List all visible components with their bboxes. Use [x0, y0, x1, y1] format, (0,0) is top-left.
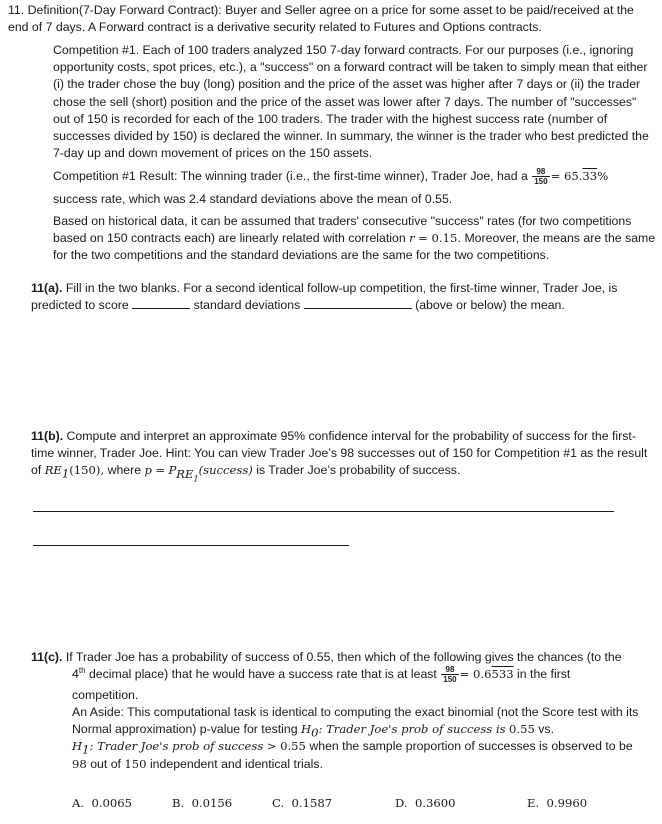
option-d[interactable]: D. 0.3600 [395, 796, 456, 810]
q11b-answer-line-2[interactable] [33, 545, 349, 546]
q11a-label: 11(a). [31, 281, 63, 295]
option-b[interactable]: B. 0.0156 [172, 796, 233, 810]
q11c-line2: 4th decimal place) that he would have a success rate that is at least $\frac{98}{150}$ = 0.6533 in the first [72, 665, 571, 685]
q11c-line1: 11(c). If Trader Joe has a probability of success of 0.55, then which of the following gives the chances (to the [31, 650, 622, 664]
q11a-blank-2[interactable] [304, 297, 412, 309]
q11c-aside: An Aside: This computational task is identical to computing the exact binomial (not the Score test with its Normal approximation) p-value for testing $H_0$: Trader Joe's prob of success is 0.55 vs. $H_1$: Trader Joe's prob of success > 0.55 when the sample proportion of successes is observed to be 98 out of 150 independent and identical trials. [72, 705, 639, 771]
q11-competition: Competition #1. Each of 100 traders analyzed 150 7-day forward contracts. For our purposes (i.e., ignoring opportunity costs, spot prices, etc.), a "success" on a forward contract will be taken to simply mean that either (i) the trader chose the buy (long) position and the price of the asset was higher after 7 days or (ii) the trader chose the sell (short) position and the price of the asset was lower after 7 days. The number of "successes" out of 150 is recorded for each of the 100 traders. The trader with the highest success rate (number of successes divided by 150) is declared the winner. In summary, the winner is the trader who best predicted the 7-day up and down movement of prices on the 150 assets. [53, 43, 649, 161]
q11-result: Competition #1 Result: The winning trader (i.e., the first-time winner), Trader Joe, had a $\frac{98}{150}$ = 65.33% [53, 167, 609, 187]
q11b-label: 11(b). [31, 429, 64, 443]
q11-result-repeating: 33 [582, 169, 598, 183]
q11c-repeating: 533 [491, 667, 514, 681]
q11-number: 11. [8, 3, 25, 17]
q11c-fraction: $\frac{98}{150}$ [443, 665, 457, 685]
q11b: 11(b). Compute and interpret an approximate 95% confidence interval for the probability of success for the first-time winner, Trader Joe. Hint: You can view Trader Joe’s 98 successes out of 150 for Competition #1 as the result of $RE_1(150)$, where $p = P_{RE_1}(success)$ is Trader Joe’s probability of success. [31, 429, 648, 484]
q11c-label: 11(c). [31, 650, 63, 664]
q11b-answer-line-1[interactable] [33, 511, 614, 512]
q11-intro [8, 2, 654, 36]
option-a[interactable]: A. 0.0065 [72, 796, 133, 810]
q11-intro-text: Definition(7-Day Forward Contract): Buyer and Seller agree on a price for some asset to be paid/received at the end of 7 days. A Forward contract is a derivative security related to Futures and Options contracts. [8, 3, 634, 35]
q11-historical: Based on historical data, it can be assumed that traders' consecutive "success" rates (for two competitions based on 150 contracts each) are linearly related with correlation r = 0.15. Moreover, the means are the same for the two competitions and the standard deviations are the same for the two competitions. [53, 214, 656, 263]
option-c[interactable]: C. 0.1587 [272, 796, 333, 810]
option-e[interactable]: E. 0.9960 [527, 796, 588, 810]
q11c-line3: competition. [72, 688, 139, 702]
q11-result-fraction: $\frac{98}{150}$ [534, 167, 548, 187]
q11a-blank-1[interactable] [132, 297, 190, 309]
q11-result-pre: Competition #1 Result: The winning trader (i.e., the first-time winner), Trader Joe, had a [53, 169, 528, 183]
q11a: 11(a). Fill in the two blanks. For a second identical follow-up competition, the first-time winner, Trader Joe, is predicted to score standard deviations (above or below) the mean. [31, 281, 618, 313]
q11-result-post: success rate, which was 2.4 standard deviations above the mean of 0.55. [53, 192, 453, 206]
